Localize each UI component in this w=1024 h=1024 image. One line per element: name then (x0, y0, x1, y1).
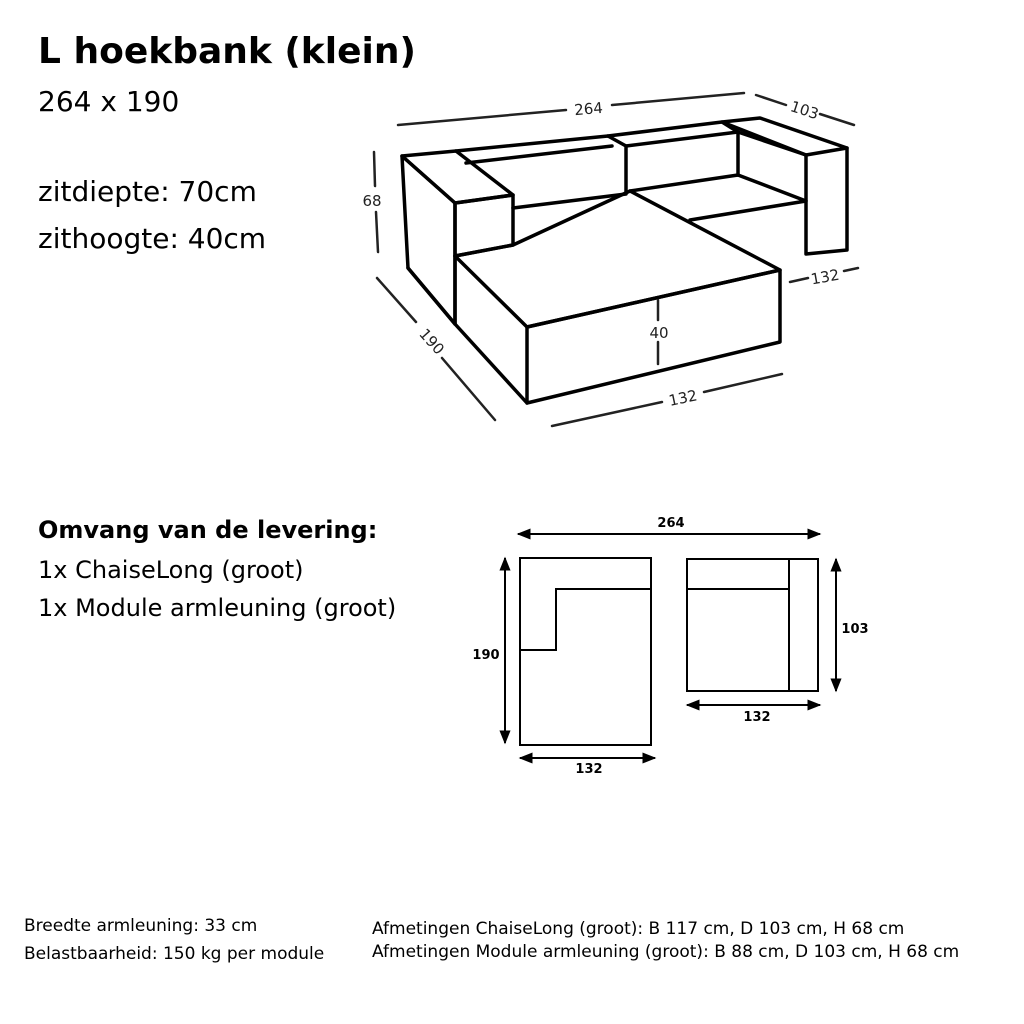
seat-depth: zitdiepte: 70cm (38, 175, 257, 208)
plan-label-264: 264 (657, 516, 685, 531)
page-title: L hoekbank (klein) (38, 31, 416, 72)
plan-module-outline (687, 559, 818, 691)
plan-view-drawing (520, 558, 818, 745)
plan-chaise-outline (520, 558, 651, 745)
iso-dim-68-bottom (376, 212, 378, 252)
delivery-item-chaise: 1x ChaiseLong (groot) (38, 556, 304, 584)
iso-right-armrest-inner (738, 132, 806, 155)
iso-right-armrest-front (806, 148, 847, 254)
iso-dim-132-right-left (790, 278, 808, 282)
seat-height: zithoogte: 40cm (38, 222, 267, 255)
iso-sofa-drawing (402, 118, 847, 403)
iso-dim-103-right (820, 114, 854, 125)
iso-back-cushion-right-inner (626, 132, 738, 146)
plan-label-132-chaise: 132 (575, 762, 603, 777)
iso-dim-264-right (612, 93, 744, 105)
delivery-item-module: 1x Module armleuning (groot) (38, 594, 397, 622)
iso-label-132-right: 132 (809, 265, 841, 289)
iso-dim-132-front-left (552, 402, 662, 426)
iso-dim-190-top (377, 278, 416, 322)
iso-label-132-front: 132 (667, 386, 699, 410)
plan-label-132-module: 132 (743, 710, 771, 725)
chaise-dimensions-note: Afmetingen ChaiseLong (groot): B 117 cm, D 103 cm, H 68 cm (372, 919, 905, 939)
plan-label-190: 190 (472, 648, 500, 663)
iso-label-264: 264 (573, 98, 604, 120)
iso-dim-264-left (398, 110, 566, 125)
iso-label-190: 190 (415, 324, 448, 359)
plan-chaise-backrest (520, 589, 651, 650)
iso-right-seat-edge (690, 175, 806, 220)
plan-label-103: 103 (841, 622, 869, 637)
iso-dim-68-top (374, 152, 375, 186)
iso-left-base (408, 268, 455, 324)
load-capacity-note: Belastbaarheid: 150 kg per module (24, 944, 325, 964)
iso-left-armrest-side (402, 156, 455, 324)
iso-dim-190-bottom (442, 358, 495, 420)
iso-dim-132-right-right (844, 268, 858, 271)
iso-dim-103-left (756, 95, 786, 105)
delivery-heading: Omvang van de levering: (38, 516, 378, 544)
overall-size: 264 x 190 (38, 85, 180, 118)
iso-dimension-lines (374, 93, 858, 426)
iso-back-cushion-right-bottom (630, 175, 738, 191)
armrest-width-note: Breedte armleuning: 33 cm (24, 916, 258, 936)
iso-label-68: 68 (362, 192, 382, 210)
iso-label-103: 103 (788, 97, 821, 124)
iso-label-40: 40 (649, 324, 669, 342)
iso-dim-132-front-right (704, 374, 782, 392)
iso-chaise-side (455, 256, 527, 403)
plan-dimension-arrows (505, 534, 836, 758)
module-dimensions-note: Afmetingen Module armleuning (groot): B 88 cm, D 103 cm, H 68 cm (372, 942, 960, 962)
